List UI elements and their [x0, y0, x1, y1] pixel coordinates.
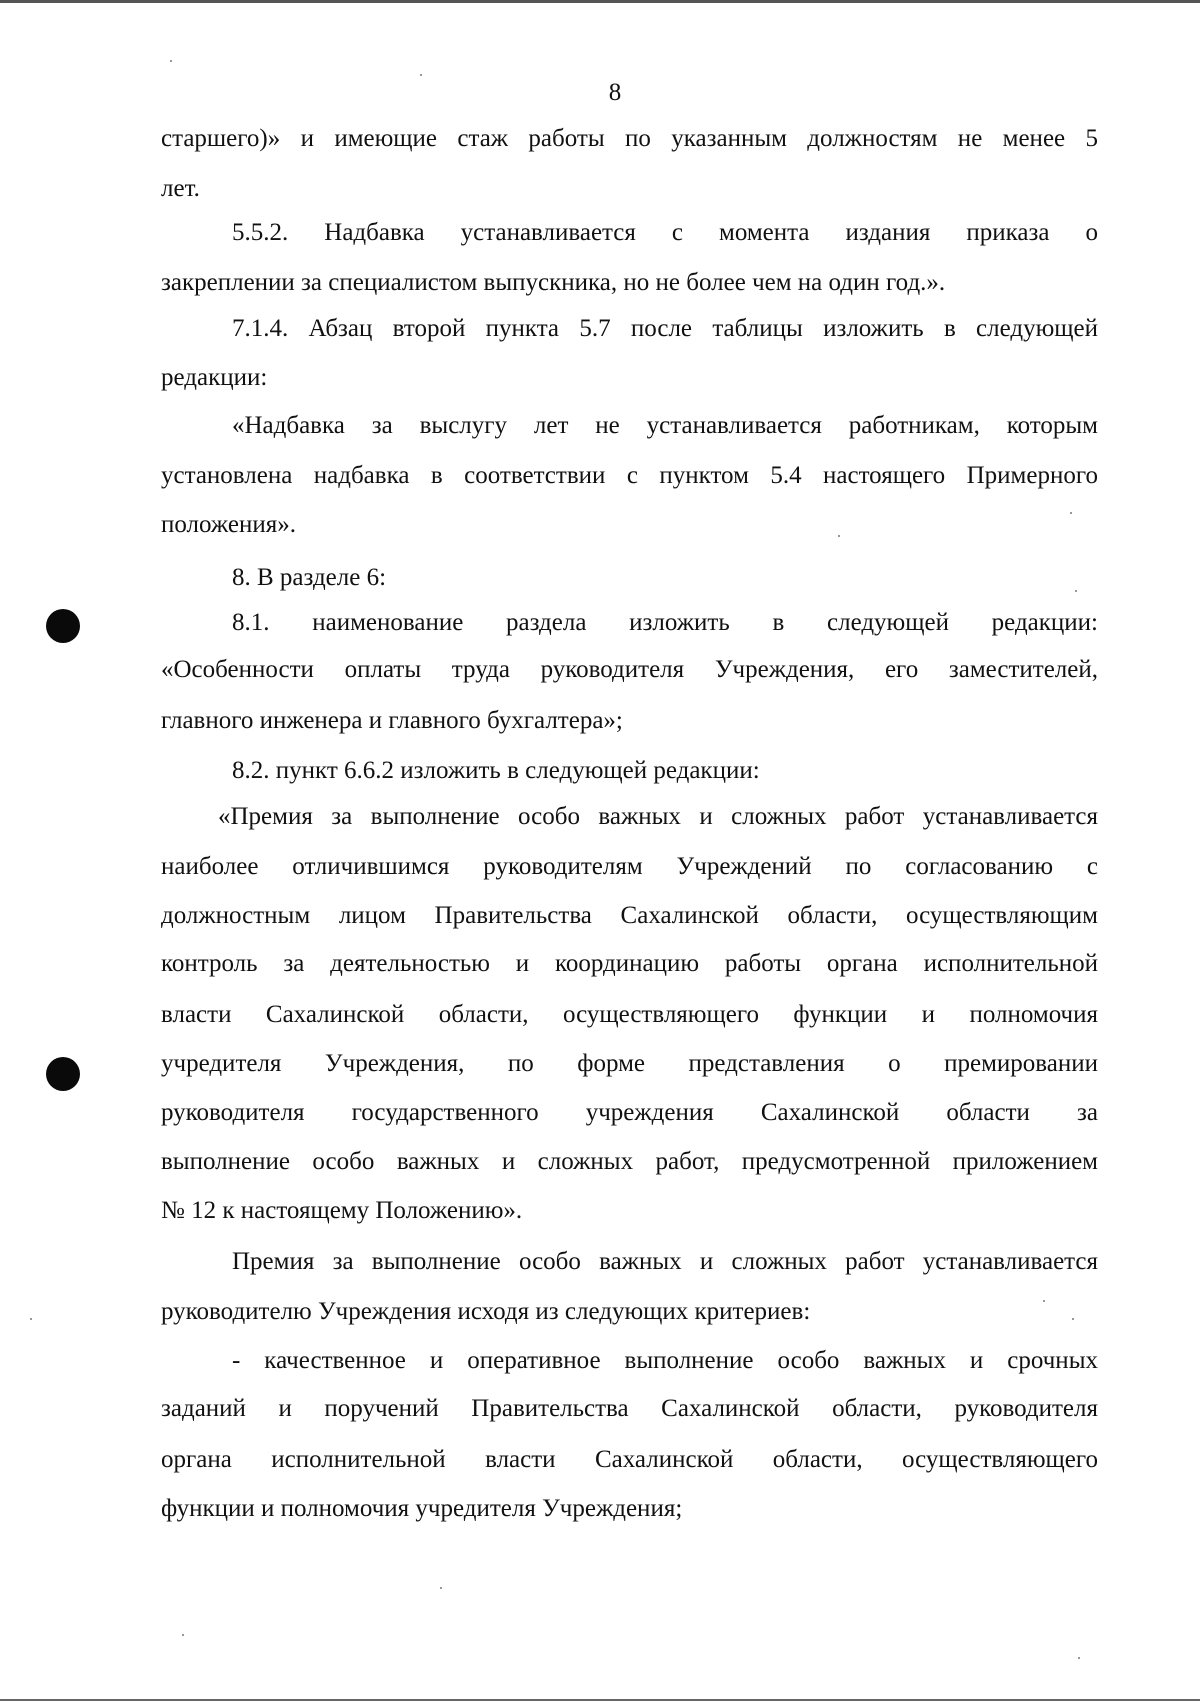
text-line: установлена надбавка в соответствии с пунктом 5.4 настоящего Примерного — [161, 462, 1098, 489]
text-line: наиболее отличившимся руководителям Учреждений по согласованию с — [161, 853, 1098, 880]
text-line: выполнение особо важных и сложных работ, предусмотренной приложением — [161, 1148, 1098, 1175]
page-bottom-edge — [0, 1699, 1200, 1701]
text-line: старшего)» и имеющие стаж работы по указанным должностям не менее 5 — [161, 125, 1098, 152]
text-line: № 12 к настоящему Положению». — [161, 1197, 523, 1224]
text-line: - качественное и оперативное выполнение особо важных и срочных — [232, 1347, 1098, 1374]
text-line: «Премия за выполнение особо важных и сложных работ устанавливается — [218, 803, 1098, 830]
text-line: должностным лицом Правительства Сахалинской области, осуществляющим — [161, 902, 1098, 929]
text-line: контроль за деятельностью и координацию работы органа исполнительной — [161, 950, 1098, 977]
text-line: положения». — [161, 511, 296, 538]
text-line: главного инженера и главного бухгалтера»; — [161, 707, 623, 734]
text-line: органа исполнительной власти Сахалинской области, осуществляющего — [161, 1446, 1098, 1473]
text-line: 5.5.2. Надбавка устанавливается с момента издания приказа о — [232, 219, 1098, 246]
page-top-edge — [0, 0, 1200, 3]
text-line: заданий и поручений Правительства Сахалинской области, руководителя — [161, 1395, 1098, 1422]
text-line: «Особенности оплаты труда руководителя Учреждения, его заместителей, — [161, 656, 1098, 683]
text-line: Премия за выполнение особо важных и сложных работ устанавливается — [232, 1248, 1098, 1275]
text-line: 7.1.4. Абзац второй пункта 5.7 после таблицы изложить в следующей — [232, 315, 1098, 342]
text-line: учредителя Учреждения, по форме представления о премировании — [161, 1050, 1098, 1077]
text-line: редакции: — [161, 364, 268, 391]
punch-hole — [46, 609, 80, 643]
text-line: 8.1. наименование раздела изложить в следующей редакции: — [232, 609, 1098, 636]
text-line: лет. — [161, 175, 200, 202]
text-line: 8.2. пункт 6.6.2 изложить в следующей редакции: — [232, 757, 760, 784]
page-number: 8 — [608, 79, 622, 106]
text-line: «Надбавка за выслугу лет не устанавливается работникам, которым — [232, 412, 1098, 439]
punch-hole — [46, 1057, 80, 1091]
text-line: власти Сахалинской области, осуществляющего функции и полномочия — [161, 1001, 1098, 1028]
text-line: руководителя государственного учреждения Сахалинской области за — [161, 1099, 1098, 1126]
text-line: функции и полномочия учредителя Учреждения; — [161, 1495, 683, 1522]
text-line: закреплении за специалистом выпускника, но не более чем на один год.». — [161, 269, 946, 296]
text-line: 8. В разделе 6: — [232, 564, 387, 591]
text-line: руководителю Учреждения исходя из следующих критериев: — [161, 1298, 811, 1325]
